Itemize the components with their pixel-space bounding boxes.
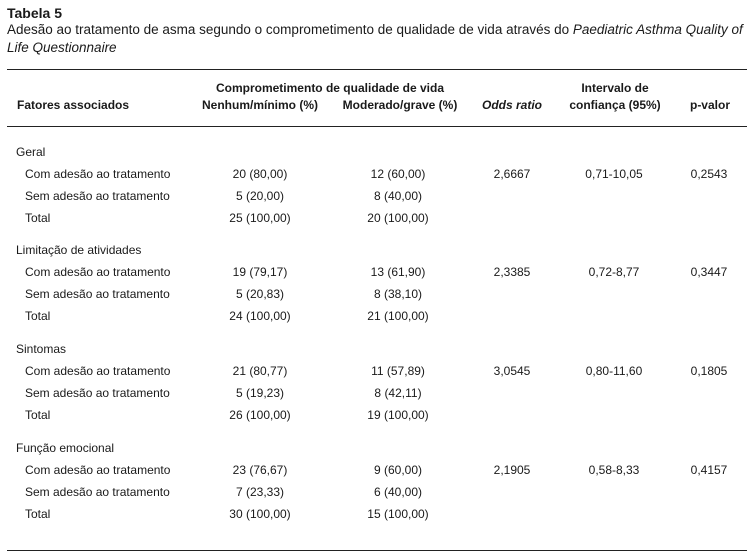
header-fatores: Fatores associados <box>17 98 130 112</box>
row-p-cell: 0,1805 <box>690 364 728 378</box>
group-label: Função emocional <box>16 441 115 455</box>
row-p-cell: 0,3447 <box>690 265 728 279</box>
row-odds-cell: 2,1905 <box>493 463 531 477</box>
row-label-cell: Sem adesão ao tratamento <box>25 386 170 400</box>
header-group-label: Comprometimento de qualidade de vida <box>215 81 445 95</box>
row-nenhum-cell: 23 (76,67) <box>232 463 288 477</box>
row-moderado-cell: 19 (100,00) <box>367 408 429 422</box>
row-label-cell: Sem adesão ao tratamento <box>25 189 170 203</box>
table-description-text: Adesão ao tratamento de asma segundo o comprometimento de qualidade de vida através do <box>7 22 573 37</box>
header-ic-line1: Intervalo de <box>581 81 649 95</box>
row-moderado-cell: 15 (100,00) <box>367 507 429 521</box>
row-nenhum-cell: 24 (100,00) <box>229 309 291 323</box>
row-nenhum-cell: 5 (19,23) <box>235 386 285 400</box>
row-moderado-cell: 21 (100,00) <box>367 309 429 323</box>
row-label-cell: Com adesão ao tratamento <box>25 265 171 279</box>
group-label: Limitação de atividades <box>16 243 142 257</box>
row-moderado-cell: 8 (40,00) <box>373 189 423 203</box>
row-nenhum-cell: 21 (80,77) <box>232 364 288 378</box>
row-moderado-cell: 9 (60,00) <box>373 463 423 477</box>
header-nenhum: Nenhum/mínimo (%) <box>202 98 318 112</box>
row-nenhum-cell: 30 (100,00) <box>229 507 291 521</box>
row-nenhum-cell: 20 (80,00) <box>232 167 288 181</box>
row-nenhum-cell: 26 (100,00) <box>229 408 291 422</box>
header-ic-line2: confiança (95%) <box>569 98 661 112</box>
row-label-cell: Total <box>25 211 51 225</box>
table-description <box>7 21 747 56</box>
row-odds-cell: 3,0545 <box>493 364 531 378</box>
row-label-cell: Com adesão ao tratamento <box>25 364 171 378</box>
row-nenhum-cell: 19 (79,17) <box>232 265 288 279</box>
row-ic-cell: 0,72-8,77 <box>588 265 640 279</box>
header-rule <box>7 126 747 127</box>
table-caption <box>7 5 747 56</box>
bottom-rule <box>7 550 747 551</box>
row-nenhum-cell: 7 (23,33) <box>235 485 285 499</box>
row-ic-cell: 0,71-10,05 <box>585 167 643 181</box>
row-moderado-cell: 13 (61,90) <box>370 265 426 279</box>
row-moderado-cell: 20 (100,00) <box>367 211 429 225</box>
row-label-cell: Total <box>25 408 51 422</box>
table-title: Tabela 5 <box>7 5 62 21</box>
row-label-cell: Total <box>25 309 51 323</box>
row-moderado-cell: 11 (57,89) <box>371 364 425 378</box>
row-p-cell: 0,2543 <box>690 167 728 181</box>
row-moderado-cell: 6 (40,00) <box>373 485 423 499</box>
row-nenhum-cell: 5 (20,83) <box>235 287 285 301</box>
row-moderado-cell: 8 (42,11) <box>374 386 422 400</box>
row-moderado-cell: 8 (38,10) <box>373 287 423 301</box>
row-ic-cell: 0,58-8,33 <box>588 463 640 477</box>
header-odds-ratio: Odds ratio <box>481 98 542 112</box>
row-label-cell: Com adesão ao tratamento <box>25 463 171 477</box>
row-moderado-cell: 12 (60,00) <box>370 167 426 181</box>
row-nenhum-cell: 5 (20,00) <box>235 189 285 203</box>
row-ic-cell: 0,80-11,60 <box>585 364 643 378</box>
row-odds-cell: 2,3385 <box>493 265 531 279</box>
top-rule <box>7 69 747 70</box>
group-label: Sintomas <box>16 342 67 356</box>
header-p-valor: p-valor <box>689 98 730 112</box>
row-p-cell: 0,4157 <box>690 463 728 477</box>
row-nenhum-cell: 25 (100,00) <box>229 211 291 225</box>
row-label-cell: Total <box>25 507 51 521</box>
group-label: Geral <box>16 145 46 159</box>
table-description-italic: Paediatric Asthma Quality of Life Questionnaire <box>7 22 743 55</box>
row-label-cell: Sem adesão ao tratamento <box>25 485 170 499</box>
header-moderado: Moderado/grave (%) <box>342 98 458 112</box>
row-odds-cell: 2,6667 <box>493 167 531 181</box>
row-label-cell: Sem adesão ao tratamento <box>25 287 170 301</box>
row-label-cell: Com adesão ao tratamento <box>25 167 171 181</box>
